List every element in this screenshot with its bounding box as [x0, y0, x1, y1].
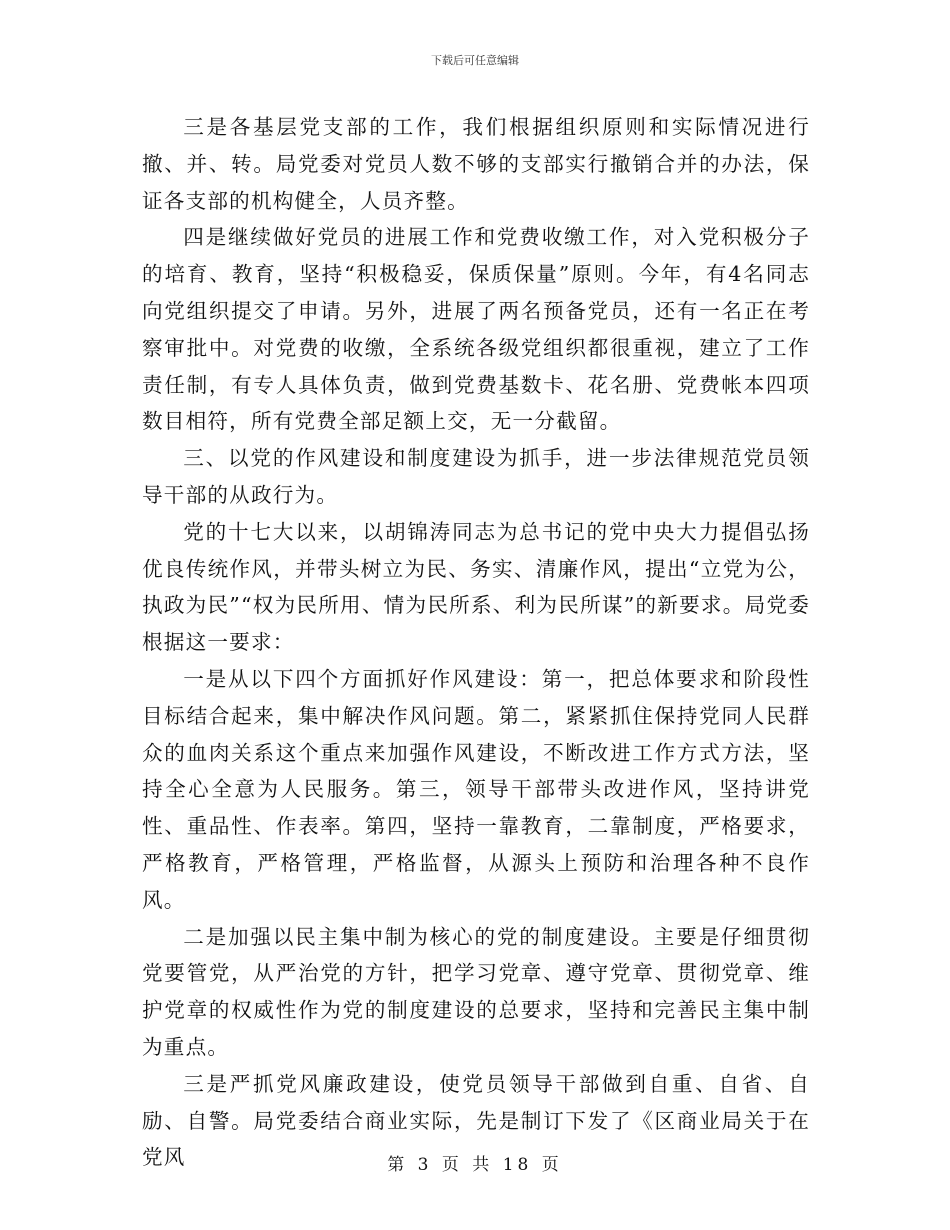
section-heading: 三、以党的作风建设和制度建设为抓手，进一步法律规范党员领导干部的从政行为。 — [142, 446, 810, 507]
paragraph: 党的十七大以来，以胡锦涛同志为总书记的党中央大力提倡弘扬优良传统作风，并带头树立为民、务实、清廉作风，提出“立党为公，执政为民”“权为民所用、情为民所系、利为民所谋”的新要求。局党委根据这一要求： — [142, 519, 810, 655]
paragraph: 二是加强以民主集中制为核心的党的制度建设。主要是仔细贯彻党要管党，从严治党的方针，把学习党章、遵守党章、贯彻党章、维护党章的权威性作为党的制度建设的总要求，坚持和完善民主集中制为重点。 — [142, 924, 810, 1059]
paragraph: 三是严抓党风廉政建设，使党员领导干部做到自重、自省、自励、自警。局党委结合商业实际，先是制订下发了《区商业局关于在党风 — [142, 1071, 810, 1170]
paragraph: 一是从以下四个方面抓好作风建设：第一，把总体要求和阶段性目标结合起来，集中解决作风问题。第二，紧紧抓住保持党同人民群众的血肉关系这个重点来加强作风建设，不断改进工作方式方法，坚持全心全意为人民服务。第三，领导干部带头改进作风，坚持讲党性、重品性、作表率。第四，坚持一靠教育，二靠制度，严格要求，严格教育，严格管理，严格监督，从源头上预防和治理各种不良作风。 — [142, 666, 810, 912]
paragraph: 四是继续做好党员的进展工作和党费收缴工作，对入党积极分子的培育、教育，坚持“积极稳妥，保质保量”原则。今年，有4名同志向党组织提交了申请。另外，进展了两名预备党员，还有一名正在考察审批中。对党费的收缴，全系统各级党组织都很重视，建立了工作责任制，有专人具体负责，做到党费基数卡、花名册、党费帐本四项数目相符，所有党费全部足额上交，无一分截留。 — [142, 225, 810, 434]
document-body — [142, 109, 810, 1176]
paragraph: 三是各基层党支部的工作，我们根据组织原则和实际情况进行撤、并、转。局党委对党员人数不够的支部实行撤销合并的办法，保证各支部的机构健全，人员齐整。 — [142, 115, 810, 213]
page-header-note: 下载后可任意编辑 — [431, 54, 519, 67]
page-number: 第 3 页 共 18 页 — [387, 1155, 563, 1175]
